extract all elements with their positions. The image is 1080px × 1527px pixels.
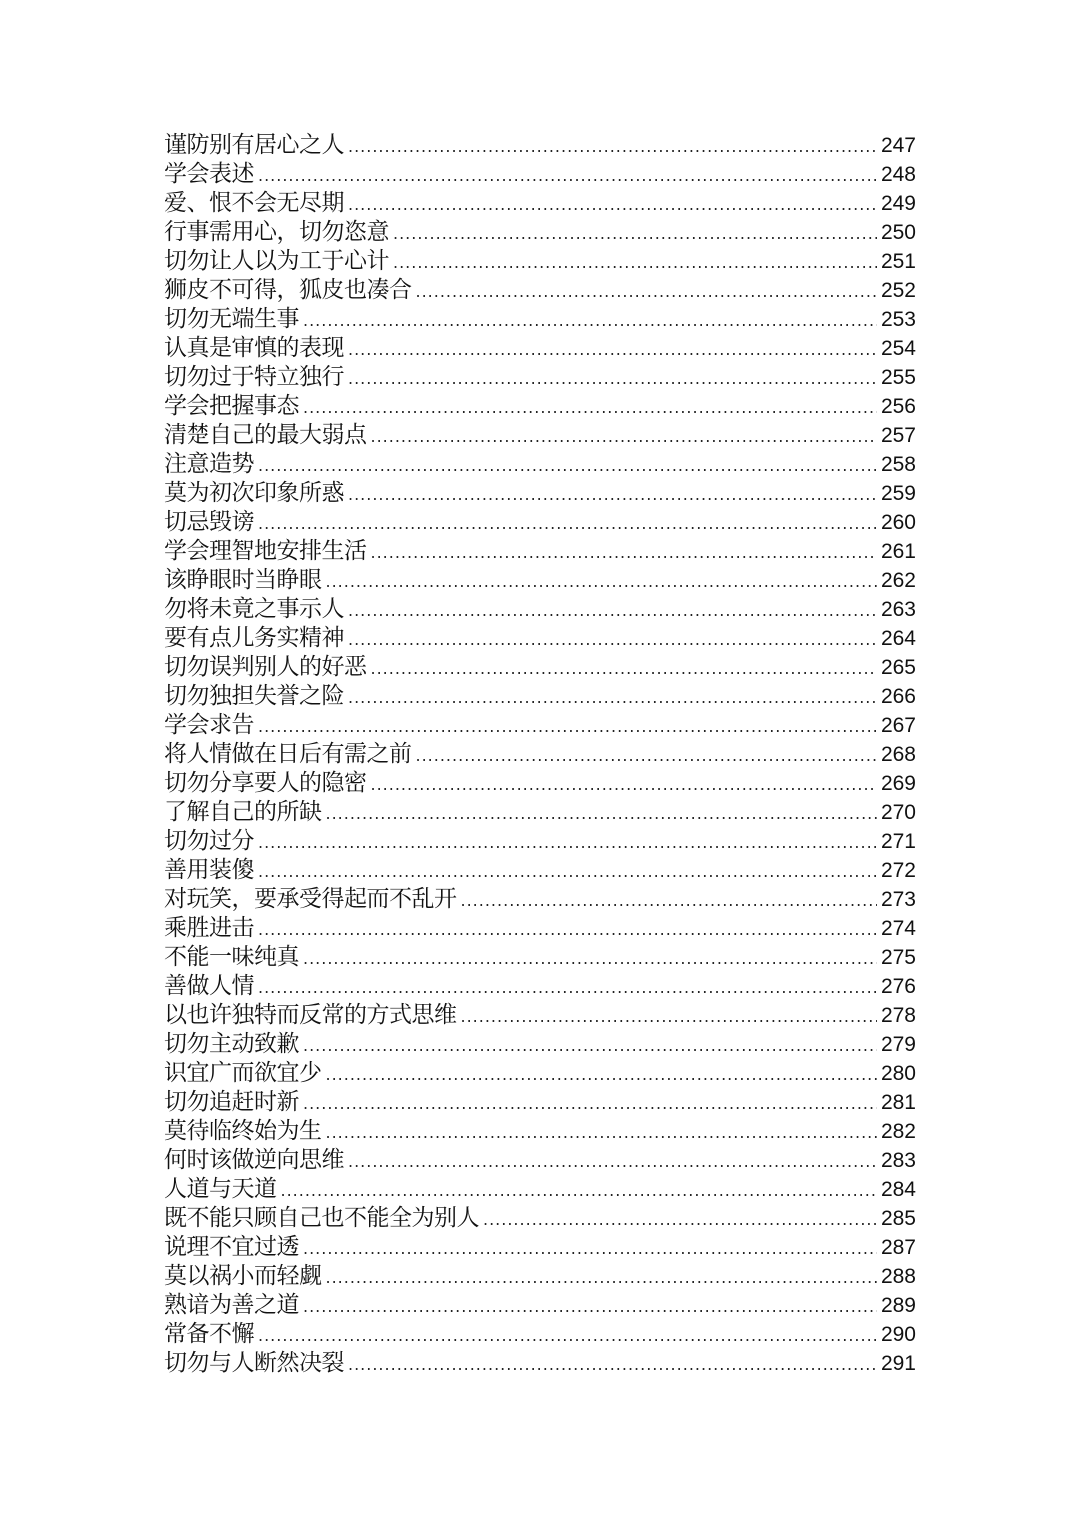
toc-entry[interactable] [164, 131, 916, 160]
toc-page-number: 268 [880, 743, 916, 766]
toc-entry[interactable] [164, 1175, 916, 1204]
toc-dot-leader [416, 741, 877, 770]
toc-entry-title[interactable]: 爱、恨不会无尽期 [164, 190, 344, 216]
toc-page-number: 258 [880, 453, 916, 476]
toc-dot-leader [258, 712, 877, 741]
toc-page-number: 263 [880, 598, 916, 621]
toc-page-number: 252 [880, 279, 916, 302]
toc-entry-title[interactable]: 注意造势 [164, 451, 254, 477]
toc-entry-title[interactable]: 善用装傻 [164, 857, 254, 883]
toc-entry-title[interactable]: 勿将未竟之事示人 [164, 596, 344, 622]
toc-page-number: 287 [880, 1236, 916, 1259]
toc-entry[interactable] [164, 276, 916, 305]
toc-entry[interactable] [164, 1001, 916, 1030]
toc-dot-leader [348, 190, 877, 219]
toc-dot-leader [348, 683, 877, 712]
toc-page-number: 283 [880, 1149, 916, 1172]
toc-page-number: 281 [880, 1091, 916, 1114]
toc-dot-leader [371, 654, 877, 683]
toc-entry[interactable] [164, 479, 916, 508]
toc-entry-title[interactable]: 学会理智地安排生活 [164, 538, 367, 564]
toc-dot-leader [303, 944, 877, 973]
toc-entry[interactable] [164, 1088, 916, 1117]
toc-entry[interactable] [164, 450, 916, 479]
toc-entry[interactable] [164, 624, 916, 653]
toc-entry-title[interactable]: 熟谙为善之道 [164, 1292, 299, 1318]
toc-dot-leader [258, 161, 877, 190]
toc-entry-title[interactable]: 了解自己的所缺 [164, 799, 322, 825]
toc-page-number: 271 [880, 830, 916, 853]
toc-dot-leader [348, 480, 877, 509]
toc-entry-title[interactable]: 行事需用心，切勿恣意 [164, 219, 389, 245]
toc-dot-leader [258, 451, 877, 480]
toc-page-number: 290 [880, 1323, 916, 1346]
toc-entry[interactable] [164, 885, 916, 914]
toc-entry[interactable] [164, 827, 916, 856]
toc-entry[interactable] [164, 1030, 916, 1059]
toc-entry[interactable] [164, 1146, 916, 1175]
toc-page-number: 250 [880, 221, 916, 244]
toc-entry[interactable] [164, 508, 916, 537]
toc-entry-title[interactable]: 将人情做在日后有需之前 [164, 741, 412, 767]
toc-page-number: 288 [880, 1265, 916, 1288]
toc-page-number: 289 [880, 1294, 916, 1317]
toc-entry-title[interactable]: 切勿主动致歉 [164, 1031, 299, 1057]
toc-entry[interactable] [164, 1349, 916, 1378]
toc-entry-title[interactable]: 何时该做逆向思维 [164, 1147, 344, 1173]
toc-dot-leader [348, 364, 877, 393]
toc-page-number: 261 [880, 540, 916, 563]
toc-entry-title[interactable]: 切勿与人断然决裂 [164, 1350, 344, 1376]
toc-dot-leader [461, 1002, 877, 1031]
toc-dot-leader [393, 219, 877, 248]
toc-page-number: 257 [880, 424, 916, 447]
toc-entry-title[interactable]: 以也许独特而反常的方式思维 [164, 1002, 457, 1028]
toc-entry[interactable] [164, 363, 916, 392]
toc-entry-title[interactable]: 常备不懈 [164, 1321, 254, 1347]
toc-entry[interactable] [164, 1204, 916, 1233]
toc-dot-leader [303, 1031, 877, 1060]
toc-page-number: 265 [880, 656, 916, 679]
toc-entry[interactable] [164, 392, 916, 421]
toc-dot-leader [326, 1263, 877, 1292]
toc-entry-title[interactable]: 学会表述 [164, 161, 254, 187]
toc-entry-title[interactable]: 谨防别有居心之人 [164, 132, 344, 158]
toc-entry-title[interactable]: 切勿让人以为工于心计 [164, 248, 389, 274]
toc-entry-title[interactable]: 认真是审慎的表现 [164, 335, 344, 361]
toc-page-number: 275 [880, 946, 916, 969]
toc-page-number: 276 [880, 975, 916, 998]
toc-page-number: 264 [880, 627, 916, 650]
toc-page-number: 254 [880, 337, 916, 360]
toc-entry-title[interactable]: 善做人情 [164, 973, 254, 999]
toc-dot-leader [371, 538, 877, 567]
toc-dot-leader [371, 422, 877, 451]
toc-entry[interactable] [164, 160, 916, 189]
toc-entry[interactable] [164, 1233, 916, 1262]
toc-entry[interactable] [164, 1320, 916, 1349]
toc-dot-leader [371, 770, 877, 799]
toc-entry-title[interactable]: 说理不宜过透 [164, 1234, 299, 1260]
toc-page-number: 272 [880, 859, 916, 882]
toc-page-number: 256 [880, 395, 916, 418]
toc-entry-title[interactable]: 清楚自己的最大弱点 [164, 422, 367, 448]
toc-page-number: 285 [880, 1207, 916, 1230]
toc-entry-title[interactable]: 莫以祸小而轻觑 [164, 1263, 322, 1289]
toc-entry-title[interactable]: 切勿无端生事 [164, 306, 299, 332]
toc-entry[interactable] [164, 711, 916, 740]
toc-entry-title[interactable]: 识宜广而欲宜少 [164, 1060, 322, 1086]
toc-dot-leader [348, 1350, 877, 1379]
toc-entry[interactable] [164, 189, 916, 218]
toc-entry-title[interactable]: 切勿独担失誉之险 [164, 683, 344, 709]
toc-page-number: 282 [880, 1120, 916, 1143]
toc-page-number: 269 [880, 772, 916, 795]
toc-dot-leader [303, 393, 877, 422]
toc-entry-title[interactable]: 切勿分享要人的隐密 [164, 770, 367, 796]
toc-entry[interactable] [164, 798, 916, 827]
toc-entry-title[interactable]: 该睁眼时当睁眼 [164, 567, 322, 593]
toc-page-number: 280 [880, 1062, 916, 1085]
toc-entry[interactable] [164, 1117, 916, 1146]
toc-dot-leader [258, 973, 877, 1002]
toc-dot-leader [393, 248, 877, 277]
toc-page-number: 266 [880, 685, 916, 708]
toc-page-number: 278 [880, 1004, 916, 1027]
toc-dot-leader [461, 886, 877, 915]
toc-page-number: 284 [880, 1178, 916, 1201]
table-of-contents [164, 131, 916, 1378]
toc-dot-leader [326, 1118, 877, 1147]
toc-entry-title[interactable]: 人道与天道 [164, 1176, 277, 1202]
toc-entry[interactable] [164, 943, 916, 972]
toc-entry[interactable] [164, 1059, 916, 1088]
toc-entry-title[interactable]: 切勿追赶时新 [164, 1089, 299, 1115]
toc-entry[interactable] [164, 566, 916, 595]
toc-entry[interactable] [164, 537, 916, 566]
toc-entry[interactable] [164, 1262, 916, 1291]
toc-dot-leader [348, 1147, 877, 1176]
toc-entry[interactable] [164, 1291, 916, 1320]
toc-dot-leader [303, 1292, 877, 1321]
toc-page-number: 251 [880, 250, 916, 273]
toc-dot-leader [258, 915, 877, 944]
toc-page-number: 262 [880, 569, 916, 592]
toc-entry-title[interactable]: 对玩笑，要承受得起而不乱开 [164, 886, 457, 912]
toc-dot-leader [258, 509, 877, 538]
toc-entry-title[interactable]: 狮皮不可得，狐皮也凑合 [164, 277, 412, 303]
toc-entry[interactable] [164, 769, 916, 798]
toc-entry[interactable] [164, 682, 916, 711]
toc-page-number: 247 [880, 134, 916, 157]
toc-entry-title[interactable]: 切勿误判别人的好恶 [164, 654, 367, 680]
toc-dot-leader [258, 1321, 877, 1350]
toc-entry[interactable] [164, 305, 916, 334]
toc-entry[interactable] [164, 334, 916, 363]
toc-entry-title[interactable]: 既不能只顾自己也不能全为别人 [164, 1205, 479, 1231]
toc-entry-title[interactable]: 切勿过分 [164, 828, 254, 854]
toc-page-number: 267 [880, 714, 916, 737]
toc-page-number: 274 [880, 917, 916, 940]
toc-dot-leader [303, 306, 877, 335]
toc-dot-leader [326, 567, 877, 596]
toc-page-number: 291 [880, 1352, 916, 1375]
toc-entry[interactable] [164, 972, 916, 1001]
toc-dot-leader [326, 799, 877, 828]
toc-dot-leader [416, 277, 877, 306]
toc-dot-leader [348, 625, 877, 654]
toc-page-number: 249 [880, 192, 916, 215]
toc-dot-leader [348, 335, 877, 364]
toc-entry[interactable] [164, 421, 916, 450]
toc-entry[interactable] [164, 595, 916, 624]
toc-entry[interactable] [164, 740, 916, 769]
toc-entry-title[interactable]: 要有点儿务实精神 [164, 625, 344, 651]
toc-entry-title[interactable]: 不能一味纯真 [164, 944, 299, 970]
toc-page-number: 270 [880, 801, 916, 824]
toc-dot-leader [303, 1089, 877, 1118]
toc-dot-leader [326, 1060, 877, 1089]
toc-page-number: 253 [880, 308, 916, 331]
toc-page-number: 260 [880, 511, 916, 534]
toc-entry[interactable] [164, 653, 916, 682]
toc-page-number: 279 [880, 1033, 916, 1056]
toc-page-number: 273 [880, 888, 916, 911]
toc-entry-title[interactable]: 学会把握事态 [164, 393, 299, 419]
toc-entry[interactable] [164, 218, 916, 247]
toc-dot-leader [348, 596, 877, 625]
toc-dot-leader [303, 1234, 877, 1263]
toc-entry-title[interactable]: 莫待临终始为生 [164, 1118, 322, 1144]
toc-entry[interactable] [164, 914, 916, 943]
toc-entry[interactable] [164, 247, 916, 276]
toc-entry-title[interactable]: 莫为初次印象所惑 [164, 480, 344, 506]
toc-dot-leader [348, 132, 877, 161]
toc-entry-title[interactable]: 切勿过于特立独行 [164, 364, 344, 390]
toc-entry-title[interactable]: 切忌毁谤 [164, 509, 254, 535]
toc-entry-title[interactable]: 乘胜进击 [164, 915, 254, 941]
toc-dot-leader [258, 857, 877, 886]
toc-dot-leader [281, 1176, 877, 1205]
toc-page-number: 255 [880, 366, 916, 389]
toc-entry-title[interactable]: 学会求告 [164, 712, 254, 738]
toc-dot-leader [483, 1205, 877, 1234]
toc-page-number: 248 [880, 163, 916, 186]
toc-entry[interactable] [164, 856, 916, 885]
toc-dot-leader [258, 828, 877, 857]
toc-page-number: 259 [880, 482, 916, 505]
